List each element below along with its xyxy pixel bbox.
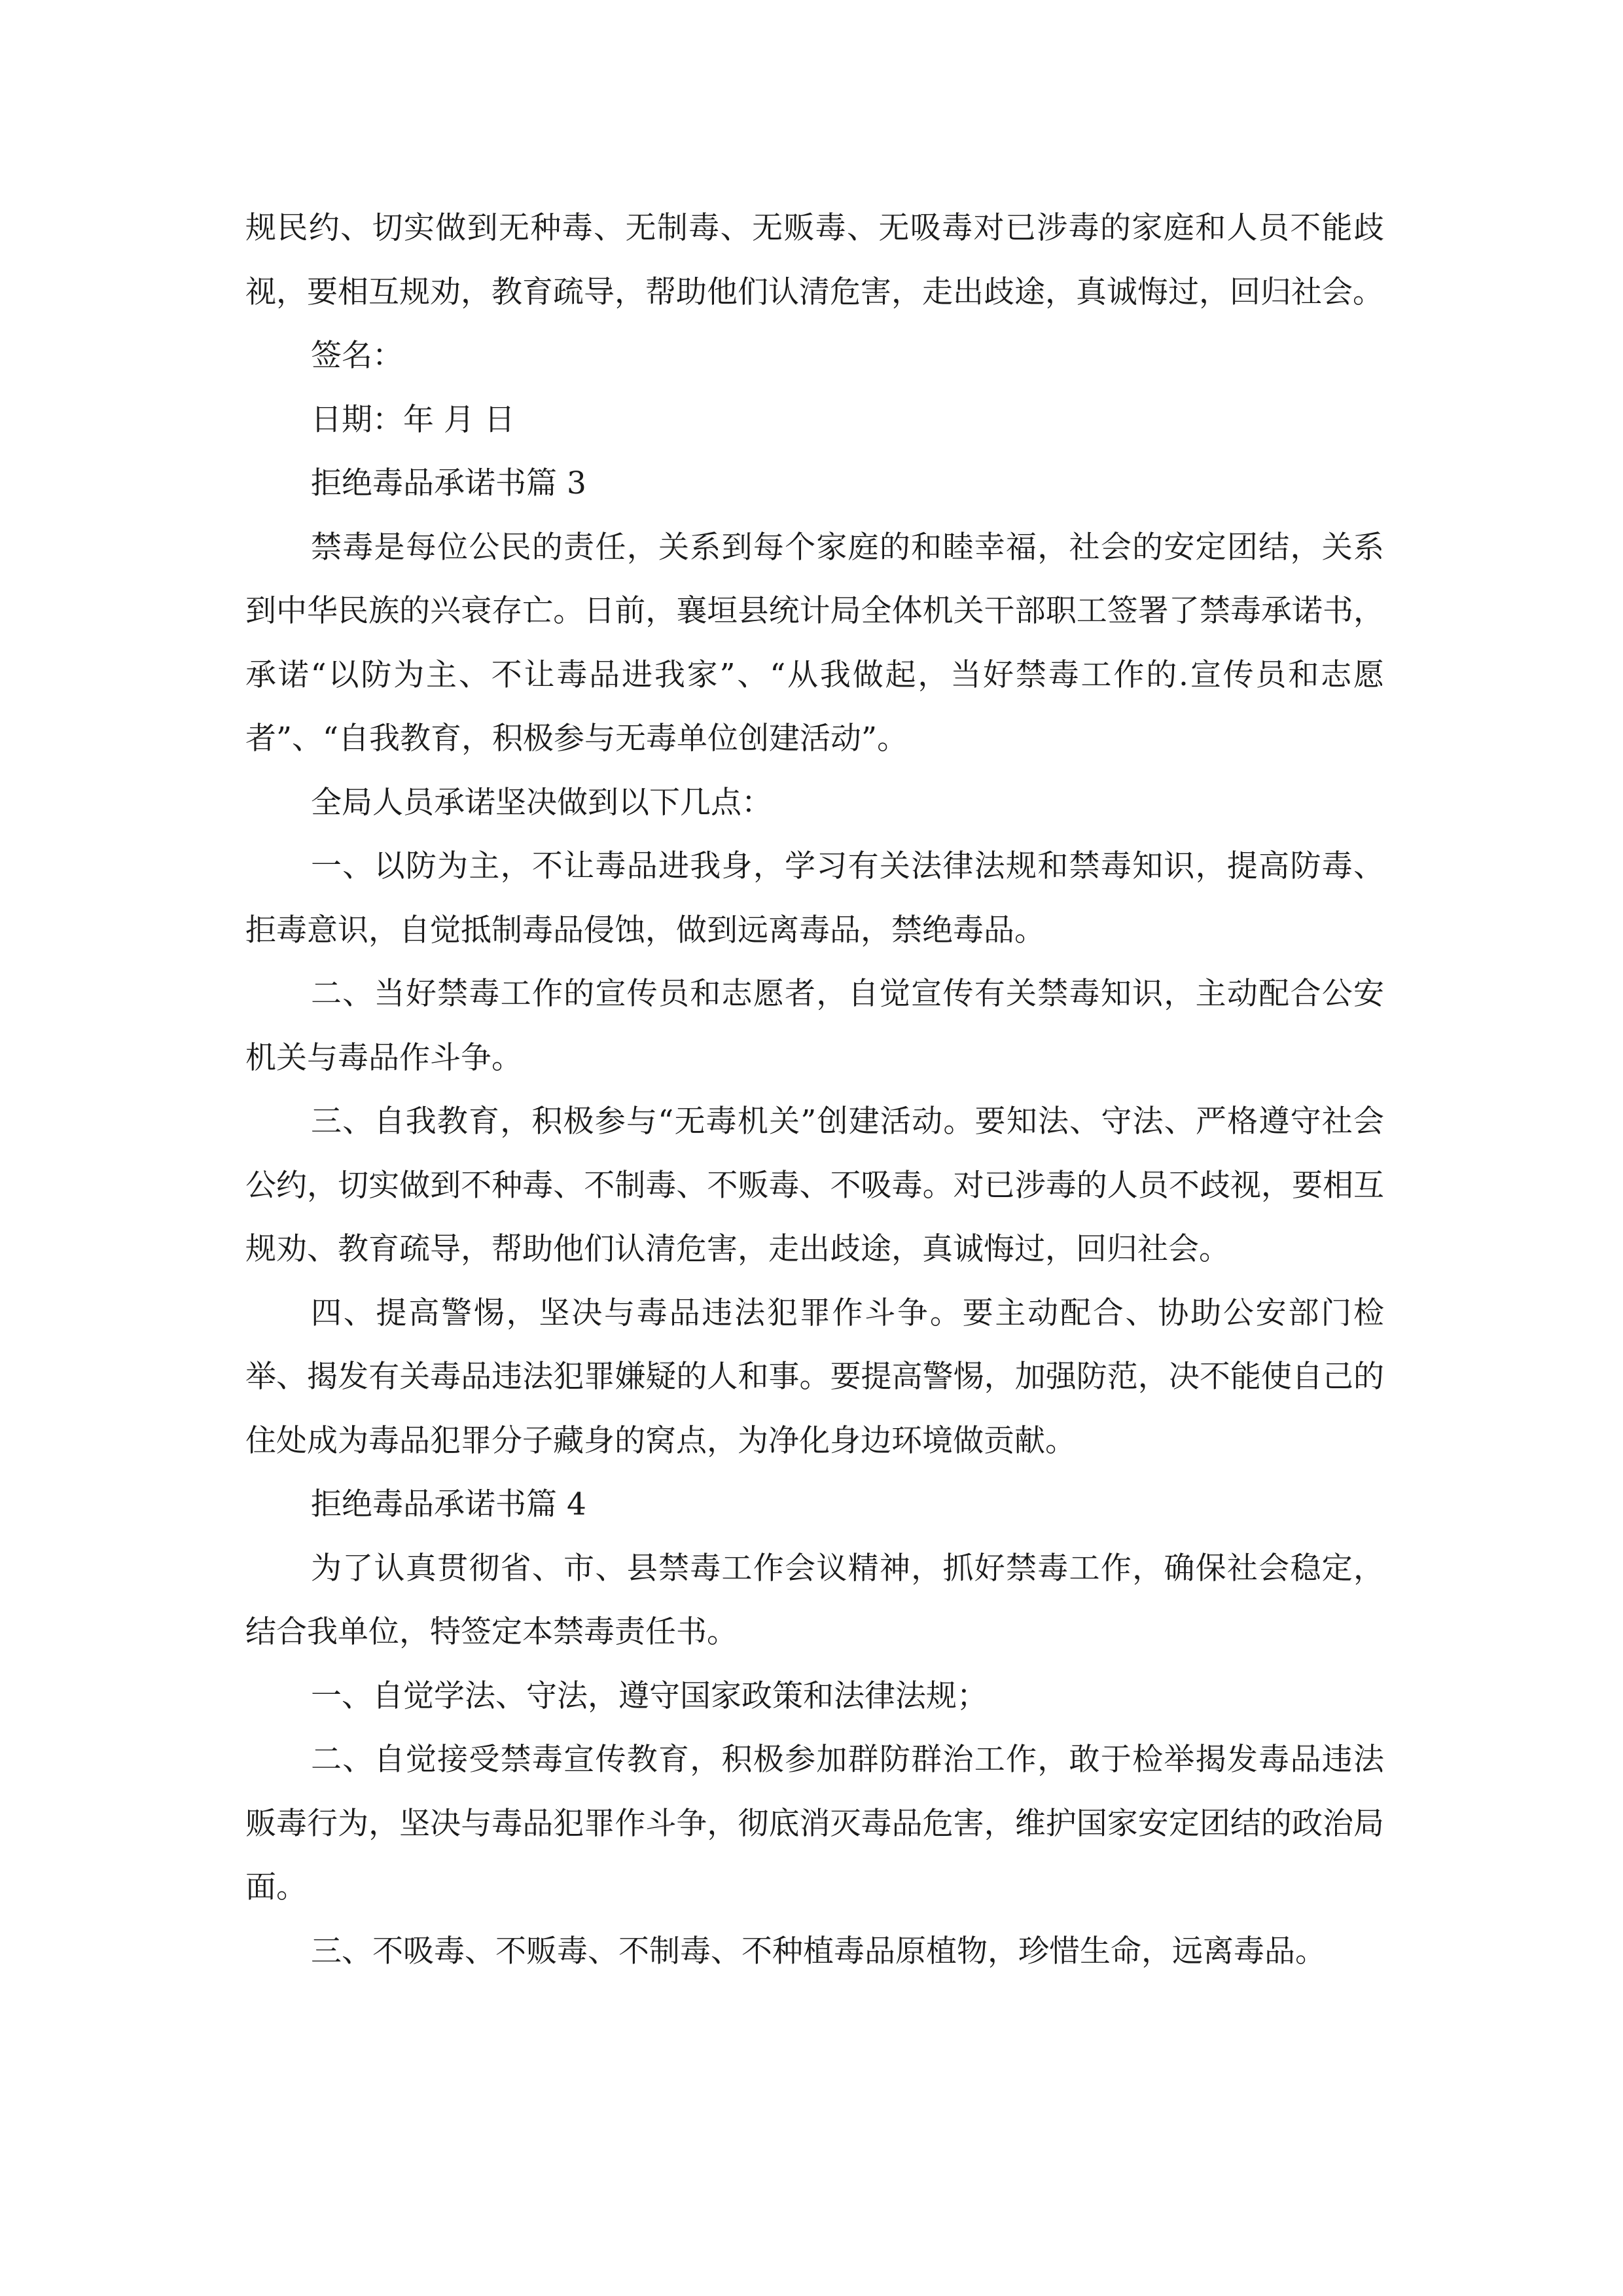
section-heading-4: 拒绝毒品承诺书篇 4	[311, 1486, 586, 1522]
list-item: 二、自觉接受禁毒宣传教育，积极参加群防群治工作，敢于检举揭发毒品违法贩毒行为，坚决与毒品犯罪作斗争，彻底消灭毒品危害，维护国家安定团结的政治局面。	[245, 1742, 1384, 1905]
paragraph-continuation: 规民约、切实做到无种毒、无制毒、无贩毒、无吸毒对已涉毒的家庭和人员不能歧视，要相互规劝，教育疏导，帮助他们认清危害，走出歧途，真诚悔过，回归社会。	[245, 210, 1384, 310]
document-body	[245, 196, 1384, 1983]
list-item: 一、自觉学法、守法，遵守国家政策和法律法规；	[311, 1677, 988, 1714]
date-line: 日期：年 月 日	[311, 401, 515, 438]
list-item: 三、不吸毒、不贩毒、不制毒、不种植毒品原植物，珍惜生命，远离毒品。	[311, 1933, 1326, 1969]
paragraph: 禁毒是每位公民的责任，关系到每个家庭的和睦幸福，社会的安定团结，关系到中华民族的兴衰存亡。日前，襄垣县统计局全体机关干部职工签署了禁毒承诺书，承诺“以防为主、不让毒品进我家”、“从我做起，当好禁毒工作的.宣传员和志愿者”、“自我教育，积极参与无毒单位创建活动”。	[245, 529, 1384, 757]
list-item: 四、提高警惕，坚决与毒品违法犯罪作斗争。要主动配合、协助公安部门检举、揭发有关毒品违法犯罪嫌疑的人和事。要提高警惕，加强防范，决不能使自己的住处成为毒品犯罪分子藏身的窝点，为净化身边环境做贡献。	[245, 1295, 1384, 1459]
list-item: 三、自我教育，积极参与“无毒机关”创建活动。要知法、守法、严格遵守社会公约，切实做到不种毒、不制毒、不贩毒、不吸毒。对已涉毒的人员不歧视，要相互规劝、教育疏导，帮助他们认清危害，走出歧途，真诚悔过，回归社会。	[245, 1103, 1384, 1267]
paragraph: 为了认真贯彻省、市、县禁毒工作会议精神，抓好禁毒工作，确保社会稳定，结合我单位，特签定本禁毒责任书。	[245, 1550, 1384, 1650]
signature-line: 签名：	[311, 338, 403, 374]
section-heading-3: 拒绝毒品承诺书篇 3	[311, 465, 586, 501]
list-item: 一、以防为主，不让毒品进我身，学习有关法律法规和禁毒知识，提高防毒、拒毒意识，自觉抵制毒品侵蚀，做到远离毒品，禁绝毒品。	[245, 848, 1384, 948]
paragraph: 全局人员承诺坚决做到以下几点：	[311, 784, 772, 821]
list-item: 二、当好禁毒工作的宣传员和志愿者，自觉宣传有关禁毒知识，主动配合公安机关与毒品作斗争。	[245, 976, 1384, 1076]
